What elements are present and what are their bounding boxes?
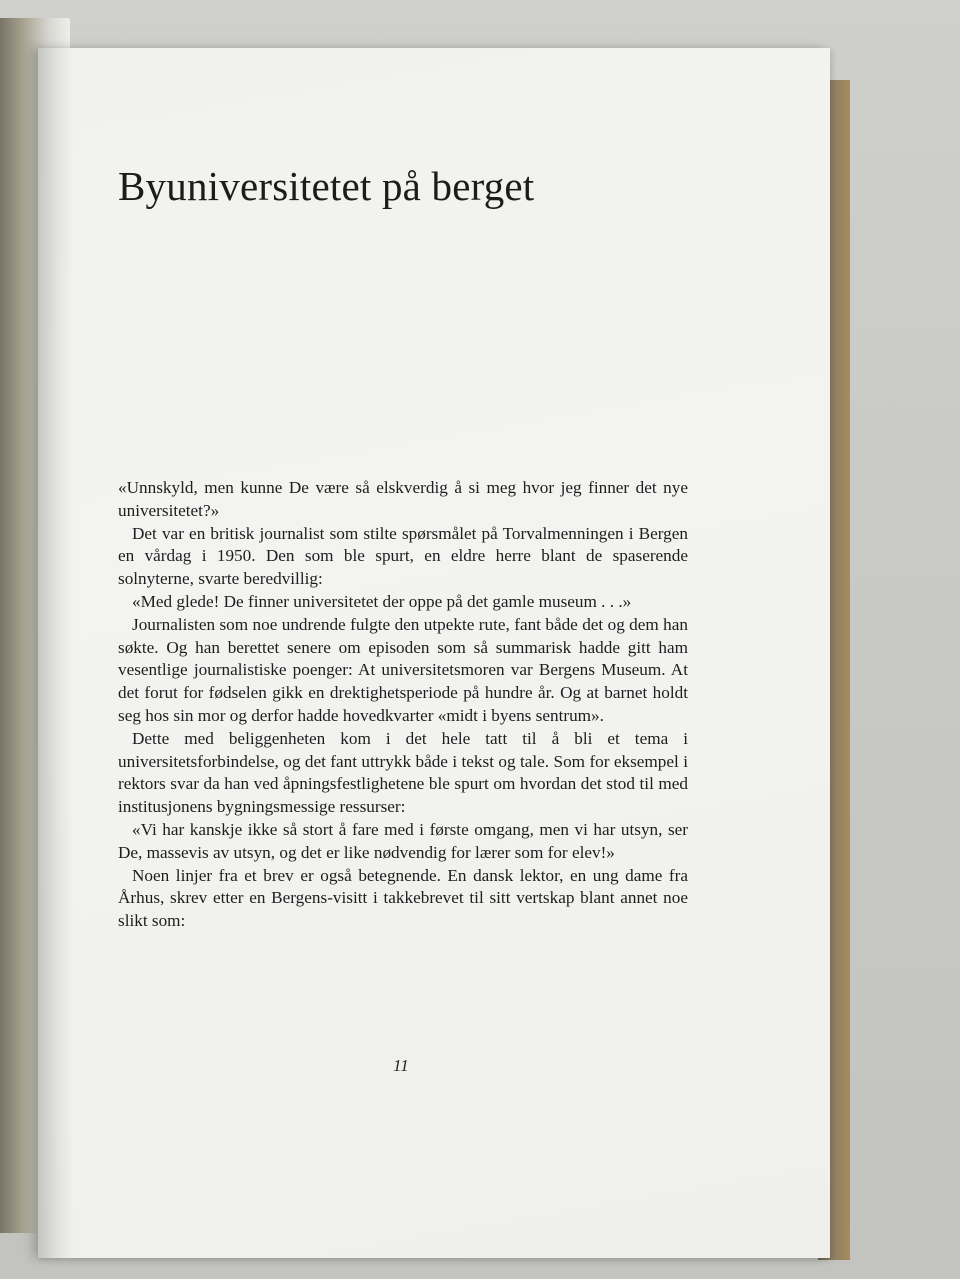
body-text — [118, 477, 688, 933]
page-number: 11 — [393, 1056, 409, 1075]
paragraph: «Vi har kanskje ikke så stort å fare med i første omgang, men vi har utsyn, ser De, massevis av utsyn, og det er like nødvendig for lærer som for elev!» — [118, 819, 688, 862]
paragraph: Journalisten som noe undrende fulgte den utpekte rute, fant både det og dem han søkte. Og han berettet senere om episoden som så summarisk hadde gitt ham vesentlige journalistiske poenger: At universitetsmoren var Bergens Museum. At det forut for fødselen gikk en drektighetsperiode på hundre år. Og at barnet holdt seg hos sin mor og derfor hadde hovedkvarter «midt i byens sentrum». — [118, 614, 688, 725]
paragraph: «Med glede! De finner universitetet der oppe på det gamle museum . . .» — [132, 591, 632, 611]
chapter-title: Byuniversitetet på berget — [118, 163, 535, 209]
paragraph: Det var en britisk journalist som stilte spørsmålet på Torvalmenningen i Bergen en vårdag i 1950. Den som ble spurt, en eldre herre blant de spaserende solnyterne, svarte beredvillig: — [118, 523, 688, 589]
paragraph: Dette med beliggenheten kom i det hele tatt til å bli et tema i universitetsforbindelse, og det fant uttrykk både i tekst og tale. Som for eksempel i rektors svar da han ved åpningsfestlighetene ble spurt om hvordan det stod til med institusjonens bygningsmessige ressurser: — [118, 728, 688, 817]
paragraph: Noen linjer fra et brev er også betegnende. En dansk lektor, en ung dame fra Århus, skrev etter en Bergens-visitt i takkebrevet til sitt vertskap blant annet noe slikt som: — [118, 865, 688, 931]
paragraph: «Unnskyld, men kunne De være så elskverdig å si meg hvor jeg finner det nye universitetet?» — [118, 478, 688, 520]
